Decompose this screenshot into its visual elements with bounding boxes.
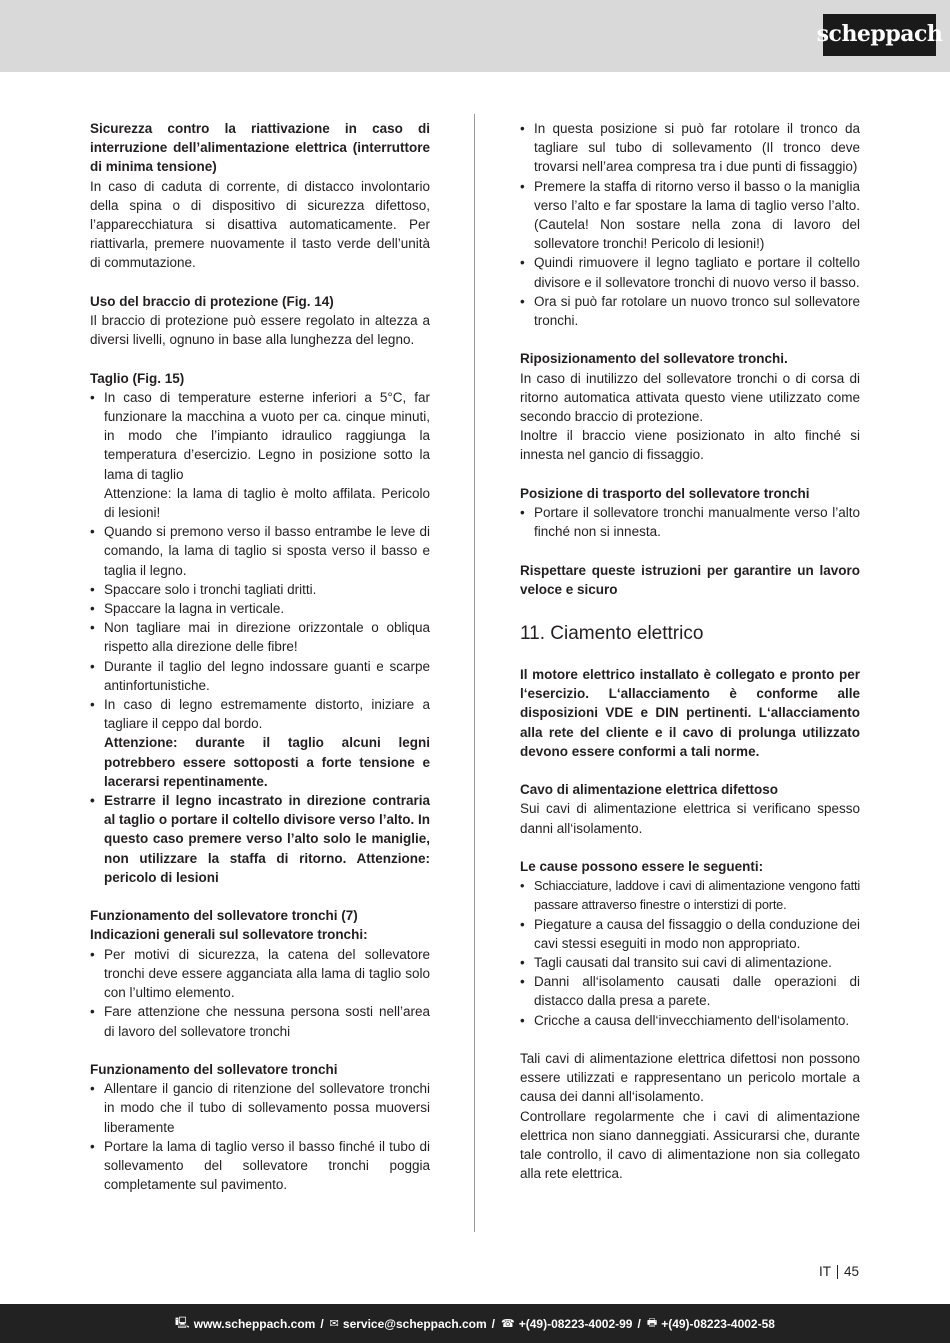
left-column — [90, 119, 430, 1194]
bullet-list — [90, 388, 430, 887]
paragraph: Tali cavi di alimentazione elettrica difettosi non possono essere utilizzati e rappresentano un pericolo mortale a causa dei danni all‘isolamento. — [520, 1051, 860, 1105]
paragraph: In caso di caduta di corrente, di distacco involontario della spina o di dispositivo di sicurezza difettoso, l’apparecchiatura si disattiva automaticamente. Per riattivarla, premere nuovamente il tasto verde dell’unità di commutazione. — [90, 178, 430, 271]
list-item: • Non tagliare mai in direzione orizzontale o obliqua rispetto alla direzione delle fibre! — [90, 618, 430, 656]
bullet-list — [520, 503, 860, 541]
brand-logo: scheppach — [823, 14, 936, 56]
list-item: • Ora si può far rotolare un nuovo tronco sul sollevatore tronchi. — [520, 292, 860, 330]
paragraph: In caso di inutilizzo del sollevatore tronchi o di corsa di ritorno automatica attivata questo viene utilizzato come secondo braccio di protezione. — [520, 370, 860, 425]
list-item: • In questa posizione si può far rotolare il tronco da tagliare sul tubo di sollevamento (Il tronco deve trovarsi nell’area compresa tra i due punti di fissaggio) — [520, 119, 860, 177]
list-item: • Spaccare la lagna in verticale. — [90, 599, 430, 618]
section-title: Funzionamento del sollevatore tronchi — [90, 1061, 338, 1077]
list-item — [90, 695, 430, 791]
list-item: • Danni all‘isolamento causati dalle operazioni di distacco dalla presa a parete. — [520, 972, 860, 1010]
paragraph: Sui cavi di alimentazione elettrica si verificano spesso danni all‘isolamento. — [520, 801, 860, 836]
fax-icon: 🖶 — [646, 1316, 658, 1329]
bullet-list — [520, 119, 860, 330]
list-item: • Portare il sollevatore tronchi manualmente verso l’alto finché non si innesta. — [520, 503, 860, 541]
language-code: IT — [818, 1264, 831, 1279]
list-item — [90, 388, 430, 522]
paragraph: Il braccio di protezione può essere regolato in altezza a diversi livelli, ognuno in base alla lunghezza del legno. — [90, 313, 430, 348]
paragraph: Controllare regolarmente che i cavi di alimentazione elettrica non siano danneggiati. Assicurarsi che, durante tale controllo, il cavo di alimentazione non sia collegato alla rete elettrica. — [520, 1108, 860, 1182]
section-title: Le cause possono essere le seguenti: — [520, 859, 764, 875]
paragraph: Inoltre il braccio viene posizionato in alto finché si innesta nel gancio di fissaggio. — [520, 428, 860, 463]
footer-phone: +(49)-08223-4002-99 — [518, 1316, 633, 1331]
intro-paragraph: Il motore elettrico installato è collegato e pronto per l‘esercizio. L‘allacciamento è conforme alle disposizioni VDE e DIN pertinenti. L‘allacciamento alla rete del cliente e il cavo di prolunga utilizzato devono essere conformi a tali norme. — [520, 667, 860, 759]
list-item: • Quindi rimuovere il legno tagliato e portare il coltello divisore e il sollevatore tronchi di nuovo verso il basso. — [520, 253, 860, 291]
list-item-text: In caso di legno estremamente distorto, iniziare a tagliare il ceppo dal bordo. — [104, 697, 430, 732]
bullet-list — [90, 945, 430, 1041]
chapter-heading: 11. Ciamento elettrico — [520, 623, 704, 645]
list-item: • Spaccare solo i tronchi tagliati dritti. — [90, 580, 430, 599]
list-item: • Portare la lama di taglio verso il basso finché il tubo di sollevamento del sollevatore tronchi poggia completamente sul pavimento. — [90, 1137, 430, 1195]
section-title: Funzionamento del sollevatore tronchi (7) — [90, 908, 358, 924]
footer-separator: / — [491, 1316, 496, 1331]
section-title: Taglio (Fig. 15) — [90, 370, 185, 386]
bullet-list — [90, 1079, 430, 1194]
list-item: • Durante il taglio del legno indossare guanti e scarpe antinfortunistiche. — [90, 657, 430, 695]
list-item: • Quando si premono verso il basso entrambe le leve di comando, la lama di taglio si sposta verso il basso e taglia il legno. — [90, 522, 430, 580]
section-title: Sicurezza contro la riattivazione in caso di interruzione dell’alimentazione elettrica (interruttore di minima tensione) — [90, 121, 430, 175]
page-footer — [0, 1304, 950, 1343]
footer-website: www.scheppach.com — [193, 1316, 316, 1331]
footer-email: service@scheppach.com — [342, 1316, 487, 1331]
right-column — [520, 119, 860, 1183]
footer-separator: / — [320, 1316, 324, 1331]
list-item: • Fare attenzione che nessuna persona sosti nell’area di lavoro del sollevatore tronchi — [90, 1002, 430, 1040]
list-item: • Premere la staffa di ritorno verso il basso o la maniglia verso l’alto e far spostare la lama di taglio verso l’alto. (Cautela! Non sostare nella zona di lavoro del sollevatore tronchi! Pericolo di lesioni!) — [520, 177, 860, 254]
page-number — [819, 1264, 859, 1279]
list-item: • Cricche a causa dell‘invecchiamento dell‘isolamento. — [520, 1011, 860, 1030]
footer-separator: / — [637, 1316, 641, 1331]
list-item: • Tagli causati dal transito sui cavi di alimentazione. — [520, 953, 860, 972]
list-item: • Estrarre il legno incastrato in direzione contraria al taglio o portare il coltello divisore verso l’alto. In questo caso premere verso l’alto solo le maniglie, non utilizzare la staffa di ritorno. Attenzione: pericolo di lesioni — [90, 791, 430, 887]
phone-icon: ☎ — [501, 1317, 515, 1330]
warning-note: Attenzione: durante il taglio alcuni legni potrebbero essere sottoposti a forte tensione e lacerarsi repentinamente. — [104, 735, 430, 789]
list-item: • Schiacciature, laddove i cavi di alimentazione vengono fatti passare attraverso finestre o interstizi di porte. — [520, 876, 860, 914]
warning-note: Attenzione: la lama di taglio è molto affilata. Pericolo di lesioni! — [104, 485, 430, 521]
page-number-separator — [837, 1265, 838, 1279]
column-divider — [474, 114, 475, 1232]
email-icon: ✉ — [329, 1317, 339, 1330]
bullet-list — [520, 876, 860, 1030]
footer-fax: +(49)-08223-4002-58 — [661, 1316, 775, 1331]
list-item: • Per motivi di sicurezza, la catena del sollevatore tronchi deve essere agganciata alla lama di taglio solo con l’ultimo elemento. — [90, 945, 430, 1003]
page-number-value: 45 — [843, 1264, 859, 1279]
section-title: Uso del braccio di protezione (Fig. 14) — [90, 293, 334, 309]
emphasis-paragraph: Rispettare queste istruzioni per garantire un lavoro veloce e sicuro — [520, 562, 860, 597]
page-header — [0, 0, 950, 72]
list-item-text: In caso di temperature esterne inferiori a 5°C, far funzionare la macchina a vuoto per ca. cinque minuti, in modo che l’impianto idraulico raggiunga la temperatura d’esercizio. Legno in posizione sotto la lama di taglio — [104, 389, 430, 482]
list-item: • Allentare il gancio di ritenzione del sollevatore tronchi in modo che il tubo di sollevamento possa muoversi liberamente — [90, 1079, 430, 1137]
section-title: Posizione di trasporto del sollevatore tronchi — [520, 485, 810, 501]
section-subtitle: Indicazioni generali sul sollevatore tronchi: — [90, 927, 368, 943]
section-title: Cavo di alimentazione elettrica difettoso — [520, 782, 779, 798]
list-item: • Piegature a causa del fissaggio o della conduzione dei cavi stessi eseguiti in modo non appropriato. — [520, 915, 860, 953]
computer-icon: 🖳 — [175, 1316, 190, 1329]
section-title: Riposizionamento del sollevatore tronchi. — [520, 351, 788, 367]
